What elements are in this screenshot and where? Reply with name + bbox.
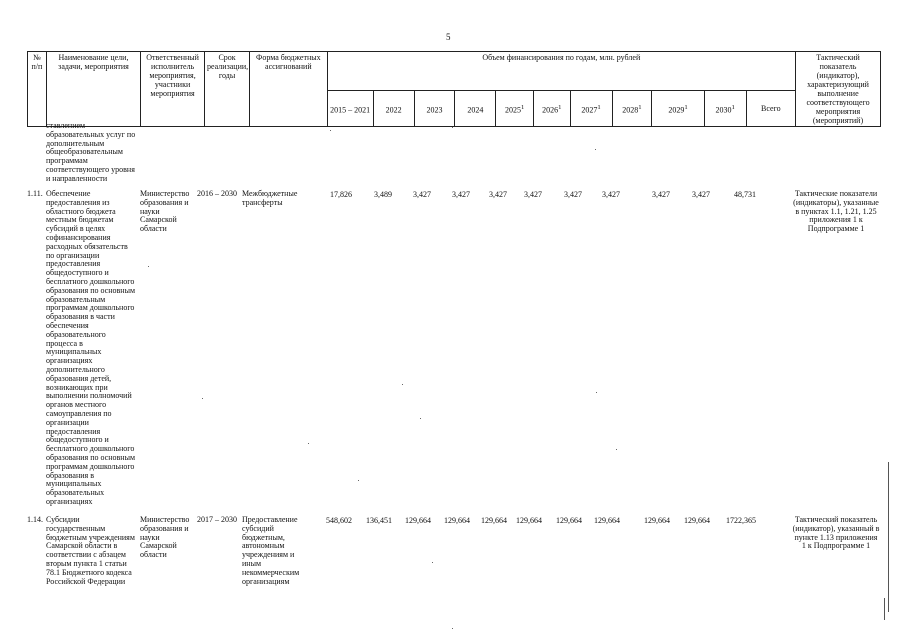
- header-no: № п/п: [28, 52, 47, 127]
- row-tactical: Тактические показатели (индикаторы), указанные в пунктах 1.1, 1.21, 1.25 приложения 1 к Подпрограмме 1: [793, 189, 879, 234]
- row-number: 1.11.: [27, 189, 43, 198]
- value-cell: 3,427: [602, 190, 620, 199]
- header-name: Наименование цели, задачи, мероприятия: [46, 52, 140, 127]
- row-term: 2017 – 2030: [197, 515, 237, 524]
- scan-speck: [402, 384, 403, 385]
- table-header: [27, 51, 881, 127]
- year-cell: 2027$^1$: [570, 90, 612, 126]
- year-cell: 2026$^1$: [533, 90, 570, 126]
- scan-speck: [148, 266, 149, 267]
- value-cell: 17,826: [330, 190, 352, 199]
- scan-speck: [420, 418, 421, 419]
- value-total: 1722,365: [726, 516, 756, 525]
- scan-speck: [596, 392, 597, 393]
- scan-speck: [616, 449, 617, 450]
- value-cell: 129,664: [444, 516, 470, 525]
- year-cell: 2025$^1$: [496, 90, 534, 126]
- row-form: Предоставление субсидий бюджетным, автономным учреждениям и иным некоммерческим организациям: [242, 515, 300, 586]
- year-cell: 2028$^1$: [612, 90, 652, 126]
- value-cell: 129,664: [481, 516, 507, 525]
- scan-speck: [308, 443, 309, 444]
- header-responsible: Ответственный исполнитель мероприятия, участники мероприятия: [141, 52, 205, 127]
- value-total: 48,731: [734, 190, 756, 199]
- scan-speck: [452, 127, 453, 128]
- scan-speck: [595, 149, 596, 150]
- header-finance: Объем финансирования по годам, млн. рублей: [327, 52, 795, 91]
- scan-speck: [452, 628, 453, 629]
- year-cell: 2023: [414, 90, 455, 126]
- value-cell: 129,664: [516, 516, 542, 525]
- value-cell: 129,664: [556, 516, 582, 525]
- year-cell: 2024: [455, 90, 496, 126]
- value-cell: 3,427: [524, 190, 542, 199]
- scan-edge-line: [884, 598, 885, 620]
- scan-edge-line: [888, 462, 889, 612]
- row-term: 2016 – 2030: [197, 189, 237, 198]
- year-cell: 2030$^1$: [704, 90, 746, 126]
- value-cell: 3,427: [413, 190, 431, 199]
- page-number: 5: [446, 32, 451, 42]
- scan-speck: [330, 130, 331, 131]
- scan-speck: [358, 480, 359, 481]
- value-cell: 3,427: [652, 190, 670, 199]
- value-cell: 3,427: [489, 190, 507, 199]
- row-number: 1.14.: [27, 515, 43, 524]
- value-cell: 3,427: [692, 190, 710, 199]
- year-cell: 2022: [373, 90, 414, 126]
- row-tactical: Тактический показатель (индикатор), указанный в пункте 1.13 приложения 1 к Подпрограмме 1: [792, 515, 880, 551]
- value-cell: 129,664: [594, 516, 620, 525]
- row-responsible: Министерство образования и науки Самарской области: [140, 189, 190, 234]
- scan-speck: [432, 562, 433, 563]
- scan-speck: [202, 398, 203, 399]
- row-name: Обеспечение предоставления из областного бюджета местным бюджетам субсидий в целях софинансирования расходных обязательств по организации предоставления общедоступного и бесплатного дошкольного образования по основным образовательным программам дошкольного образования в части обеспечения образовательного процесса в муниципальных организациях дополнительного образования детей, возникающих при выполнении полномочий органов местного самоуправления по организации предоставления общедоступного и бесплатного дошкольного образования по основным программам дошкольного образования в муниципальных образовательных организациях: [46, 189, 136, 506]
- value-cell: 129,664: [684, 516, 710, 525]
- row-form: Межбюджетные трансферты: [242, 189, 298, 207]
- header-form: Форма бюджетных ассигнований: [250, 52, 328, 127]
- value-cell: 129,664: [405, 516, 431, 525]
- value-cell: 3,489: [374, 190, 392, 199]
- year-cell: 2029$^1$: [652, 90, 704, 126]
- header-term: Срок реализации, годы: [205, 52, 250, 127]
- value-cell: 3,427: [564, 190, 582, 199]
- value-cell: 129,664: [644, 516, 670, 525]
- continuation-text: ставлением образовательных услуг по дополнительным общеобразовательным программам соответствующего уровня и направленности: [46, 121, 136, 183]
- value-cell: 548,602: [326, 516, 352, 525]
- year-cell-total: Всего: [746, 90, 795, 126]
- header-tactical: Тактический показатель (индикатор), характеризующий выполнение соответствующего мероприятия (мероприятий): [796, 52, 881, 127]
- row-name: Субсидии государственным бюджетным учреждениям Самарской области в соответствии с абзацем вторым пункта 1 статьи 78.1 Бюджетного кодекса Российской Федерации: [46, 515, 135, 586]
- value-cell: 136,451: [366, 516, 392, 525]
- row-responsible: Министерство образования и науки Самарской области: [140, 515, 190, 560]
- year-cell: 2015 – 2021: [327, 90, 373, 126]
- value-cell: 3,427: [452, 190, 470, 199]
